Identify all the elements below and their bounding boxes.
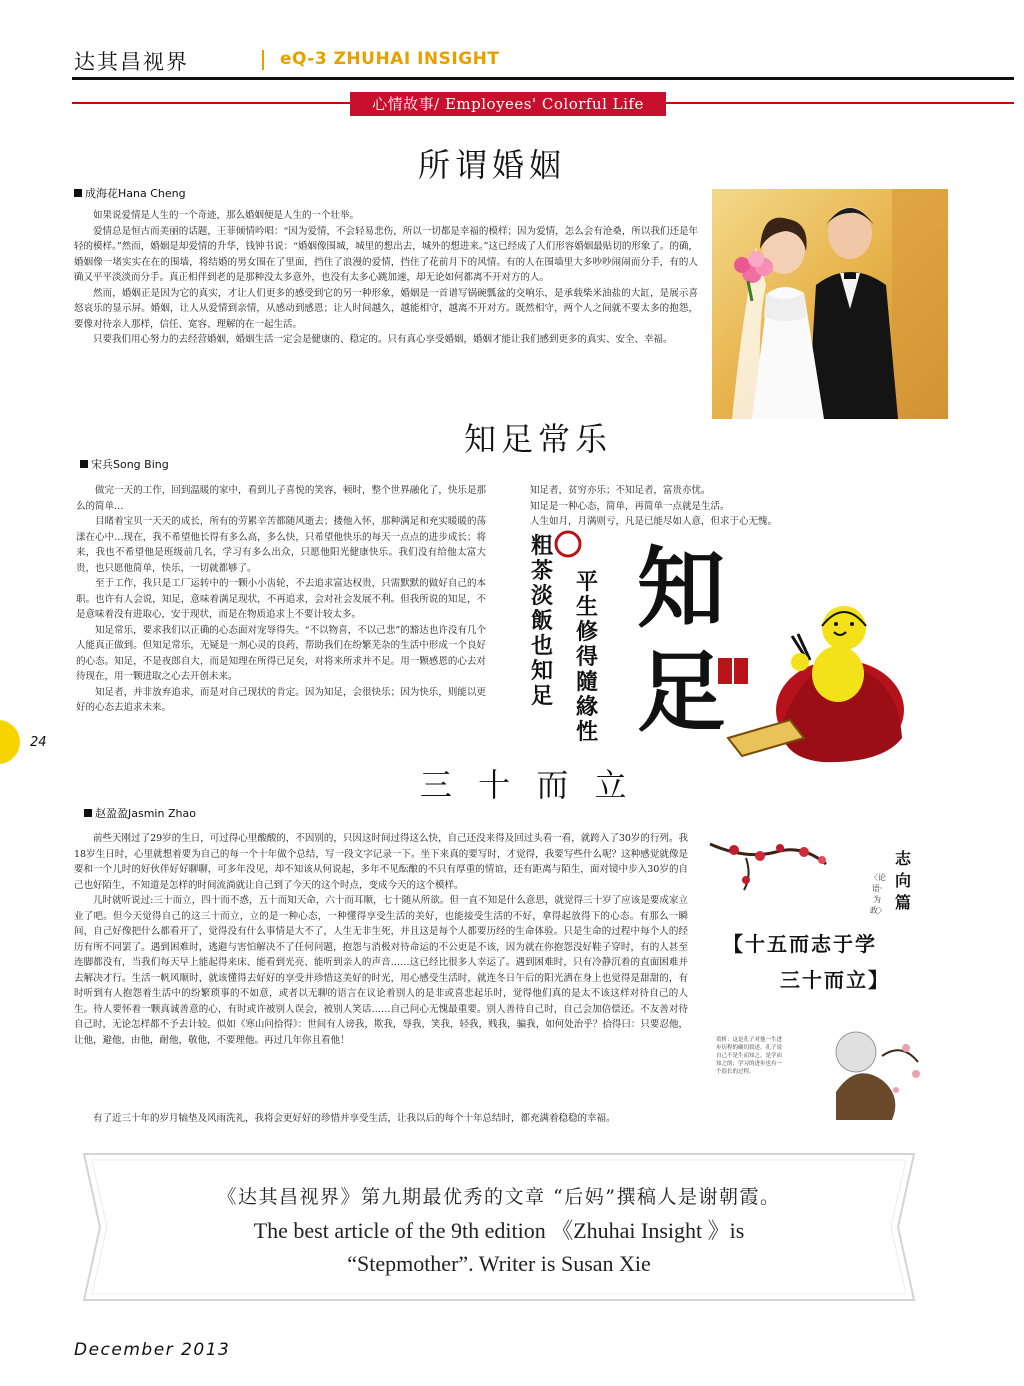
page-number-circle (0, 720, 20, 764)
zhizu-right-column: 平生修得隨緣性 (575, 569, 598, 745)
article2-title: 知足常乐 (464, 420, 613, 458)
article2-body-right (530, 483, 910, 530)
byline-square-icon (84, 809, 92, 817)
magazine-title-zh: 达其昌视界 (74, 50, 189, 74)
article2-body-left (76, 483, 486, 716)
article1-paragraph: 如果说爱情是人生的一个奇迹，那么婚姻便是人生的一个壮举。 (93, 210, 360, 221)
byline-square-icon (74, 189, 82, 197)
vertical-title: 志向篇 (894, 849, 911, 912)
magazine-header (72, 44, 1014, 80)
header-rule (72, 77, 1014, 80)
wedding-photo (712, 189, 948, 419)
calligraphy-line-2: 三十而立】 (780, 968, 890, 992)
article1-paragraph: 然而，婚姻正是因为它的真实，才让人们更多的感受到它的另一种形象，婚姻是一首谱写锅碗瓢盆的交响乐，是承载柴米油盐的大缸，是展示喜怒哀乐的显示屏。婚姻，让人从爱情到亲情，从感动到感恩；让人时间越久，越能相守，越离不开对方。既然相守，两个人之间就不要太多的抱怨，要像对待亲人那样，信任、宽容、理解的在一起生活。 (74, 287, 698, 330)
byline-square-icon (80, 460, 88, 468)
issue-date: December 2013 (74, 1340, 231, 1360)
article3-paragraph: 有了近三十年的岁月犒垫及风雨洗礼，我将会更好好的珍惜并享受生活，让我以后的每个十年总结时，都充满着稳稳的幸福。 (93, 1113, 616, 1124)
vertical-subtitle: 〈论语·为政〉 (870, 873, 886, 915)
calligraphy-line-1: 【十五而志于学 (723, 932, 877, 956)
page-number: 24 (30, 735, 47, 750)
header-separator (262, 50, 264, 70)
article3-title: 三 十 而 立 (420, 766, 635, 804)
article3-byline (84, 805, 196, 821)
magazine-title-en: eQ-3 ZHUHAI INSIGHT (280, 49, 500, 69)
callout-english-line-2: “Stepmother”. Writer is Susan Xie (347, 1251, 651, 1276)
article3-paragraph: 前些天刚过了29岁的生日，可过得心里酸酸的，不因别的，只因这时间过得这么快，自己还没来得及回过头看一看，就跨入了30岁的行列。我18岁生日时，心里就想着要为自己的每一个十年做个总结，写一段文字记录一下。坐下来真的要写时，才觉得，我要写些什么呢？这种感觉就像是要和一个儿时的好伙伴好好聊聊，可多年没见，却不知该从何说起，多年不见酝酿的不只有厚重的情谊，还有距离与陌生，面对镜中步入30岁的自己也好陌生，不知道是怎样的时间流淌就让自己到了今天的这个时点，变成今天的这个模样。 (74, 833, 688, 891)
article2-paragraph: 做完一天的工作，回到温暖的家中，看到儿子喜悦的笑容，顿时，整个世界融化了，快乐是那么的简单… (76, 485, 486, 512)
wedding-photo-illustration (712, 189, 948, 419)
zhizu-big-characters: 知足 (636, 536, 725, 744)
article1-title: 所谓婚姻 (418, 146, 567, 184)
zhizu-left-column: 粗茶淡飯也知足 (530, 533, 553, 709)
section-banner: 心情故事/ Employees' Colorful Life (350, 92, 666, 116)
article2-paragraph: 目睹着宝贝一天天的成长，所有的劳累辛苦都随风逝去；搂他入怀，那种满足和充实暖暖的荡漾在心中…现在，我不希望他长得有多么高，多么快，只希望他快乐的每天一点点的进步成长；将来，我也不希望他是班级前几名，学习有多么出众，只愿他阳光健康快乐。我们没有给他太富大贵，也只愿他简单，快乐，一切就都够了。 (76, 516, 486, 574)
article2-byline (80, 456, 169, 472)
article3-paragraph: 儿时就听说过:三十而立，四十而不惑，五十而知天命，六十而耳顺，七十随从所欲。但一直不知是什么意思，就觉得三十岁了应该是要成家立业了吧。但今天觉得自己的这三十而立，立的是一种心态，一种懂得享受生活的美好，也能接受生活的不好，拿得起放得下的心态。有那么一瞬间，自己好像把什么都看开了，觉得没有什么事情是大不了，人生无非生死，并且这是每个人都要历经的生命体验。只是生命的过程中每个人的经历有所不同罢了。遇到困难时，逃避与害怕解决不了任何问题，抱怨与消极对待命运的不公更是不该，因为就在你抱怨没好鞋子穿时，有的人甚至连脚都没有，当我们每天早上能起得来床、能看到光亮、能听到亲人的声音……这已经比很多人幸运了。遇到困难时，只有冷静沉着的直面困难并去解决才行。生活一帆风顺时，就该懂得去好好的享受并珍惜这美好的时光，用心感受生活时，就连冬日午后的阳光洒在身上也觉得是甜甜的，有时听到有人抱怨着生活中的纷繁琐事的不如意，或者以无聊的语言在议论着别人的是非或喜悲起乐时，觉得他们真的是太不该这样对待自己的人生。待人要怀着一颗真诚善意的心，有时或许被别人误会，被别人笑话……自己问心无愧最重要。别人善待自己时，自己会加倍偿还。不友善对待自己时，无论怎样都不予去计较。似如《寒山问拾得》：世间有人谤我，欺我，辱我，笑我，轻我，贱我，骗我，如何处治乎？拾得曰：只要忍他，让他，避他，由他，耐他，敬他，不要理他。再过几年你且看他！ (74, 895, 688, 1046)
article1-paragraph: 爱情总是恒古而美丽的话题，王菲倾情吟唱：“因为爱情，不会轻易悲伤，所以一切都是幸福的模样；因为爱情，怎么会有沧桑，所以我们还是年轻的模样。”然而，婚姻是却爱情的升华，钱钟书说：“婚姻像围城，城里的想出去，城外的想进来。”这已经成了人们形容婚姻最贴切的形象了。的确，婚姻像一堵实实在在的围墙，将结婚的男女围在了里面，挡住了浪漫的爱情，挡住了花前月下的风情。有的人在围墙里大多吵吵闹闹而分手，有的人确又平平淡淡而分手。真正相伴到老的是那种没太多意外，也没有太多心跳加速，却无论如何都离不开对方的人。 (74, 225, 698, 283)
article2-line: 知足是一种心态，简单，再简单一点就是生活。 (530, 500, 730, 512)
callout-chinese: 《达其昌视界》第九期最优秀的文章 “后妈”撰稿人是谢朝霞。 (217, 1186, 781, 1208)
article3-body (74, 831, 688, 1048)
article2-paragraph: 知足常乐，要求我们以正确的心态面对宠辱得失。“不以物喜，不以己悲”的豁达也许没有几个人能真正做到。但知足常乐，无疑是一剂心灵的良药，帮助我们在纷繁芜杂的生活中形成一个良好的心态。知足，不是夜郎自大，而是知理在所得已足矣，对将来所求并不足。用一颗感恩的心去对待现在，用一颗进取之心去开创未来。 (76, 624, 486, 682)
callout-english-line-1: The best article of the 9th edition 《Zhuhai Insight 》is (253, 1218, 745, 1243)
appreciation-note: 赏析：这是孔子对他一生进步历程的确切叙述。孔子说自己不是生而知之，是学而知之的；学习的进步也有一个很长的过程。 (716, 1037, 783, 1075)
article2-line: 人生如月，月满则亏，凡是已能尽如人意，但求于心无愧。 (530, 516, 778, 527)
article1-paragraph: 只要我们用心努力的去经营婚姻，婚姻生活一定会是健康的、稳定的。只有真心享受婚姻，婚姻才能让我们感到更多的真实、安全、幸福。 (93, 334, 673, 345)
article3-author: 赵盈盈Jasmin Zhao (95, 807, 196, 820)
article1-body (74, 208, 698, 348)
article2-paragraph: 至于工作，我只是工厂运转中的一颗小小齿轮，不去追求富达权贵，只需默默的做好自己的本职。也许有人会说，知足，意味着满足现状，不再追求，会对社会发展不利。但我所说的知足，不是意味着没有进取心，安于现状，而是在物质追求上不要计较太多。 (76, 578, 486, 620)
article2-author: 宋兵Song Bing (91, 458, 169, 471)
zhizu-illustration (522, 528, 906, 764)
callout-text (74, 1184, 924, 1280)
article2-paragraph: 知足者，并非放弃追求，而是对自己现状的肯定。因为知足，会很快乐；因为快乐，则能以更好的心态去追求未来。 (76, 686, 486, 713)
article2-line: 知足者，贫穷亦乐；不知足者，富贵亦忧。 (530, 485, 711, 496)
article1-byline (74, 185, 186, 201)
article1-author: 成海花Hana Cheng (85, 187, 186, 200)
